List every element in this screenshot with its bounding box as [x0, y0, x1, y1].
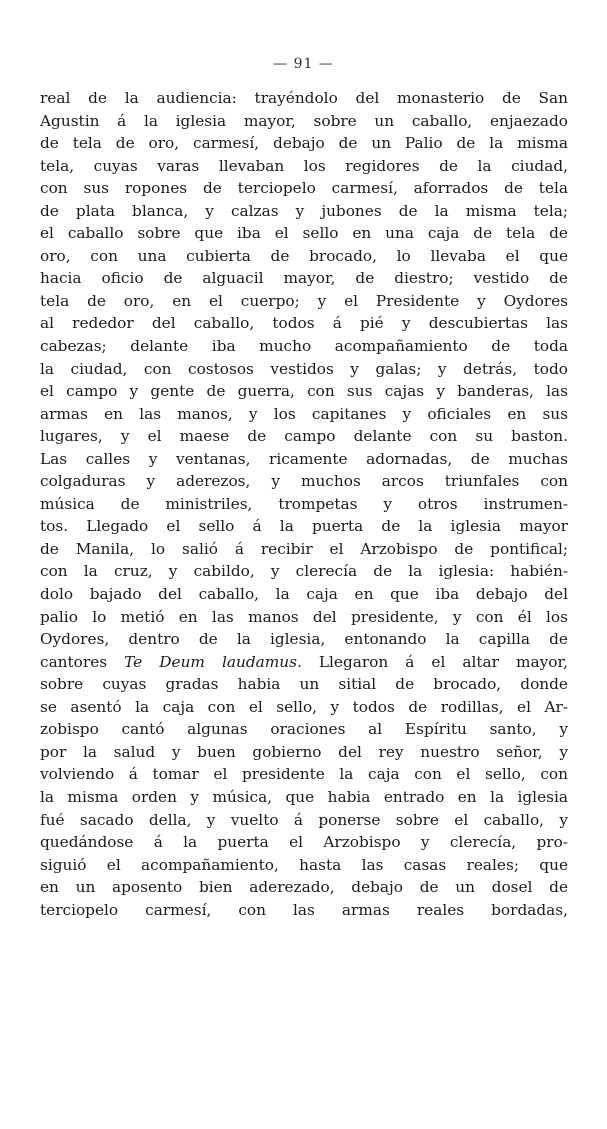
text-line: la misma orden y música, que habia entrado en la iglesia [40, 787, 568, 806]
text-line: hacia oficio de alguacil mayor, de diestro; vestido de [40, 269, 568, 288]
text-line: real de la audiencia: trayéndolo del monasterio de San [40, 89, 568, 107]
text-line: la ciudad, con costosos vestidos y galas; y detrás, todo [40, 359, 568, 378]
text-line: con la cruz, y cabildo, y clerecía de la iglesia: habién- [40, 562, 568, 581]
text-line: sobre cuyas gradas habia un sitial de brocado, donde [40, 675, 568, 694]
text-line: cantores Te Deum laudamus. Llegaron á el altar mayor, [40, 652, 568, 671]
text-line: Las calles y ventanas, ricamente adornadas, de muchas [40, 449, 568, 468]
text-line: de plata blanca, y calzas y jubones de la misma tela; [40, 201, 568, 220]
text-line: de tela de oro, carmesí, debajo de un Palio de la misma [40, 134, 568, 153]
text-line: en un aposento bien aderezado, debajo de un dosel de [40, 878, 568, 897]
text-line: dolo bajado del caballo, la caja en que iba debajo del [40, 585, 568, 604]
body-text [40, 87, 568, 921]
latin-title: Te Deum laudamus [124, 652, 297, 671]
text-line: terciopelo carmesí, con las armas reales bordadas, [40, 900, 568, 919]
text-line: oro, con una cubierta de brocado, lo llevaba el que [40, 246, 568, 265]
text-line: volviendo á tomar el presidente la caja con el sello, con [40, 765, 568, 784]
text-line: zobispo cantó algunas oraciones al Espíritu santo, y [40, 720, 568, 739]
text-line: fué sacado della, y vuelto á ponerse sobre el caballo, y [40, 810, 568, 829]
text-line: el campo y gente de guerra, con sus cajas y banderas, las [40, 382, 568, 401]
text-line: armas en las manos, y los capitanes y oficiales en sus [40, 404, 568, 423]
text-line: Agustin á la iglesia mayor, sobre un caballo, enjaezado [40, 111, 568, 130]
text-line: se asentó la caja con el sello, y todos de rodillas, el Ar- [40, 697, 568, 716]
text-line: quedándose á la puerta el Arzobispo y clerecía, pro- [40, 833, 568, 852]
text-line: el caballo sobre que iba el sello en una caja de tela de [40, 224, 568, 243]
text-line: lugares, y el maese de campo delante con su baston. [40, 427, 568, 446]
text-line: tela de oro, en el cuerpo; y el Presidente y Oydores [40, 291, 568, 310]
text-line: siguió el acompañamiento, hasta las casas reales; que [40, 855, 568, 874]
text-line: por la salud y buen gobierno del rey nuestro señor, y [40, 742, 568, 761]
text-line: con sus ropones de terciopelo carmesí, aforrados de tela [40, 179, 568, 198]
text-line: palio lo metió en las manos del presidente, y con él los [40, 607, 568, 626]
text-line: de Manila, lo salió á recibir el Arzobispo de pontifical; [40, 539, 568, 558]
text-line: Oydores, dentro de la iglesia, entonando la capilla de [40, 630, 568, 649]
text-line: al rededor del caballo, todos á pié y descubiertas las [40, 314, 568, 333]
text-line: música de ministriles, trompetas y otros instrumen- [40, 494, 568, 513]
text-line: colgaduras y aderezos, y muchos arcos triunfales con [40, 472, 568, 491]
text-line: tos. Llegado el sello á la puerta de la iglesia mayor [40, 517, 568, 536]
text-line: cabezas; delante iba mucho acompañamiento de toda [40, 337, 568, 356]
text-line: tela, cuyas varas llevaban los regidores de la ciudad, [40, 156, 568, 175]
page-number: — 91 — [273, 56, 334, 72]
